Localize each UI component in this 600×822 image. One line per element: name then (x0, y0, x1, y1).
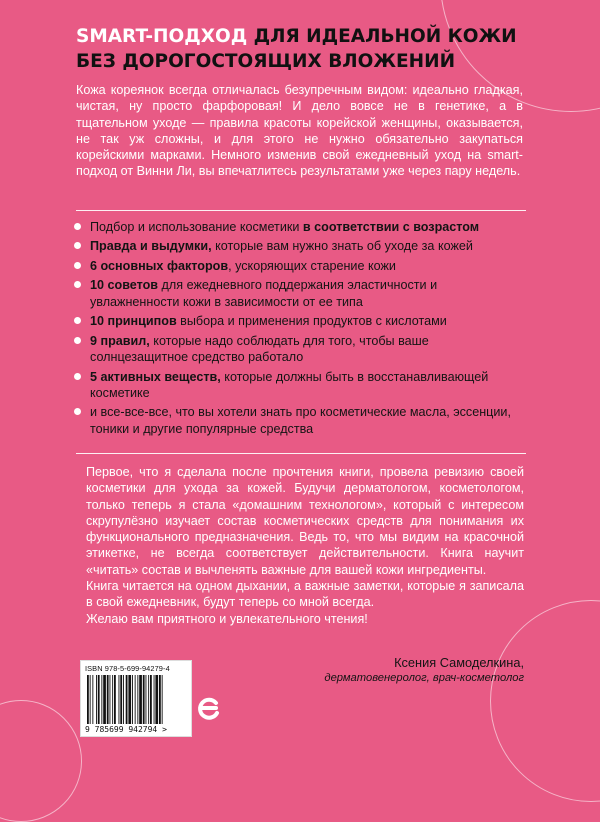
barcode-bar (92, 675, 93, 724)
barcode-bar (155, 675, 158, 724)
bullet-icon (74, 223, 81, 230)
barcode-bar (101, 675, 102, 724)
feature-list (70, 219, 528, 440)
intro-paragraph: Кожа кореянок всегда отличалась безупречным видом: идеально гладкая, чистая, ну просто фарфоровая! И дело вовсе не в генетике, а в тщательном уходе — правила красоты корейской женщины, оказывается, не так уж сложны, и для этого не нужно обязательно закупаться корейскими марками. Немного изменив свой ежедневный уход на smart-подход от Винни Ли, вы впечатлитесь результатами уже через пару недель. (76, 83, 523, 179)
barcode-bar (132, 675, 133, 724)
bullet-icon (74, 317, 81, 324)
decorative-circle-left (0, 700, 82, 822)
title-highlight: SMART-ПОДХОД (76, 26, 248, 47)
bullet-icon (74, 373, 81, 380)
barcode-bar (119, 675, 120, 724)
reviewer-name: Ксения Самоделкина, (394, 655, 524, 670)
feature-item: 9 правил, которые надо соблюдать для того, чтобы ваше солнцезащитное средство работало (70, 333, 528, 366)
barcode-bar (120, 675, 122, 724)
barcode-bar (126, 675, 128, 724)
barcode-bar (143, 675, 145, 724)
review-quote (86, 464, 524, 627)
title-line1-rest: ДЛЯ ИДЕАЛЬНОЙ КОЖИ (247, 26, 517, 47)
cover-title (76, 24, 556, 74)
barcode-bar (148, 675, 149, 724)
review-paragraph-2: Книга читается на одном дыхании, а важные заметки, которые я записала в свой ежедневник, будут теперь со мной всегда. (86, 579, 524, 610)
barcode-icon (85, 675, 189, 724)
feature-item: 5 активных веществ, которые должны быть в восстанавливающей косметике (70, 369, 528, 402)
bullet-icon (74, 337, 81, 344)
bullet-icon (74, 408, 81, 415)
barcode-bar (146, 675, 147, 724)
barcode-bar (112, 675, 113, 724)
divider-top (76, 210, 526, 211)
barcode-label (80, 660, 192, 737)
barcode-bar (139, 675, 142, 724)
barcode-bar (87, 675, 89, 724)
bullet-icon (74, 262, 81, 269)
barcode-bar (135, 675, 136, 724)
barcode-bar (90, 675, 91, 724)
barcode-bar (150, 675, 152, 724)
eksmo-logo-icon (196, 693, 222, 723)
barcode-bar (96, 675, 97, 724)
title-line2: БЕЗ ДОРОГОСТОЯЩИХ ВЛОЖЕНИЙ (76, 51, 456, 72)
barcode-bar (98, 675, 100, 724)
barcode-bar (114, 675, 116, 724)
barcode-bar (137, 675, 138, 724)
divider-bottom (76, 453, 526, 454)
bullet-icon (74, 242, 81, 249)
barcode-digits: 9 785699 942794 > (85, 725, 167, 734)
isbn-text: ISBN 978-5-699-94279-4 (85, 664, 170, 673)
feature-item: Правда и выдумки, которые вам нужно знать об уходе за кожей (70, 238, 528, 254)
feature-item: 10 принципов выбора и применения продуктов с кислотами (70, 313, 528, 329)
barcode-bar (159, 675, 161, 724)
reviewer-role: дерматовенеролог, врач-косметолог (324, 672, 524, 684)
feature-item: Подбор и использование косметики в соответствии с возрастом (70, 219, 528, 235)
feature-item: и все-все-все, что вы хотели знать про косметические масла, эссенции, тоники и другие популярные средства (70, 404, 528, 437)
feature-item: 6 основных факторов, ускоряющих старение кожи (70, 258, 528, 274)
barcode-bar (110, 675, 111, 724)
barcode-bar (128, 675, 131, 724)
barcode-bar (162, 675, 163, 724)
barcode-bar (154, 675, 155, 724)
barcode-bar (103, 675, 106, 724)
decorative-circle-bottom (490, 600, 600, 802)
bullet-icon (74, 281, 81, 288)
barcode-bar (123, 675, 124, 724)
review-paragraph-3: Желаю вам приятного и увлекательного чтения! (86, 611, 368, 626)
review-paragraph-1: Первое, что я сделала после прочтения книги, провела ревизию своей косметики для ухода за кожей. Будучи дерматологом, косметологом, только теперь я стала «домашним технологом», который с интересом скрупулёзно изучает состав косметических средств для понимания их функционального предназначения. Ведь то, что мы видим на красочной этикетке, не всегда соответствует действительности. Книга научит «читать» состав и вычленять важные для вашей кожи ингредиенты. (86, 465, 524, 577)
feature-item: 10 советов для ежедневного поддержания эластичности и увлажненности кожи в зависимости от ее типа (70, 277, 528, 310)
barcode-bar (107, 675, 109, 724)
review-signature (300, 654, 524, 686)
